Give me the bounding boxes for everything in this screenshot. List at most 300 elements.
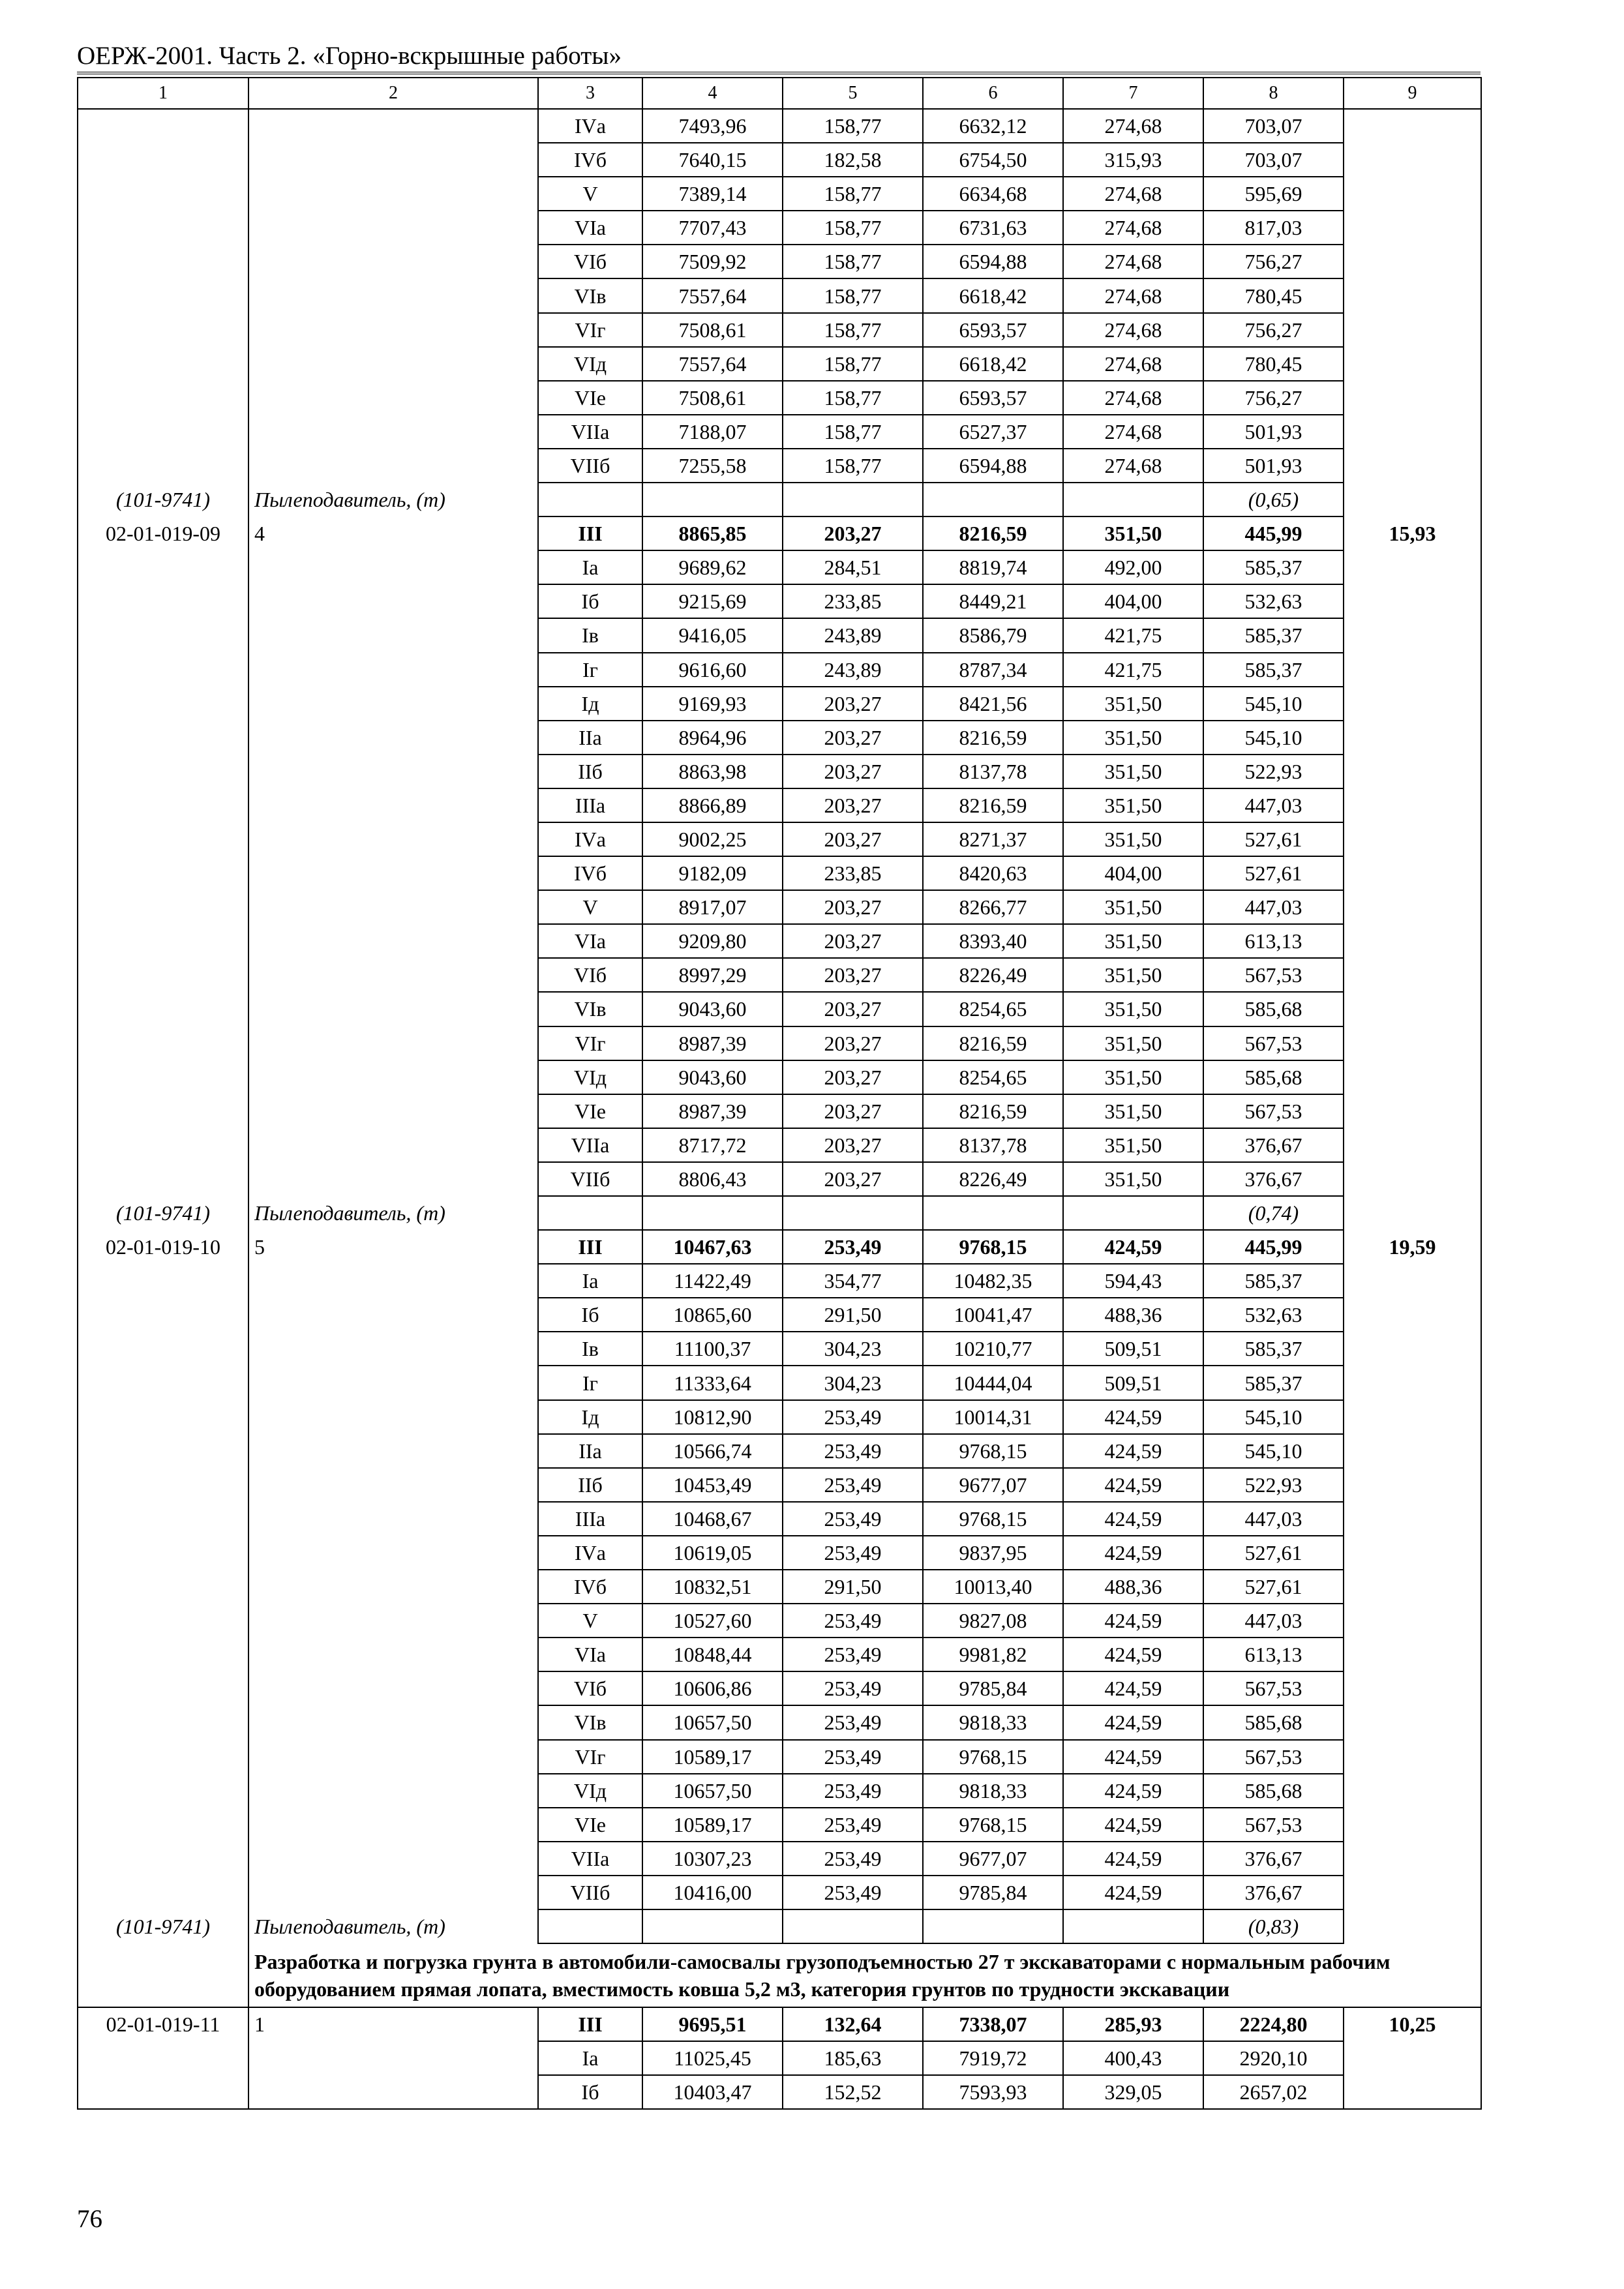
code-cell <box>78 1128 248 1162</box>
note-value-cell: (0,74) <box>1203 1196 1344 1230</box>
note-description-cell: Пылеподавитель, (т) <box>248 1196 538 1230</box>
labor-hours-cell <box>1344 143 1481 177</box>
description-cell: 4 <box>248 516 538 550</box>
description-cell <box>248 1060 538 1094</box>
note-code-cell: (101-9741) <box>78 483 248 516</box>
total-cost-cell: 9616,60 <box>642 653 783 687</box>
machinist-wage-cell: 351,50 <box>1063 687 1203 721</box>
labor-hours-cell <box>1344 721 1481 755</box>
description-cell <box>248 1705 538 1739</box>
description-cell <box>248 449 538 483</box>
table-row <box>78 1128 1481 1162</box>
table-row <box>78 721 1481 755</box>
labor-hours-cell <box>1344 924 1481 958</box>
machinist-wage-cell: 351,50 <box>1063 992 1203 1026</box>
table-row <box>78 278 1481 312</box>
machinist-wage-cell: 424,59 <box>1063 1468 1203 1502</box>
column-number: 5 <box>783 78 923 109</box>
machine-operation-cell: 9677,07 <box>923 1842 1063 1876</box>
labor-wage-cell: 243,89 <box>783 653 923 687</box>
labor-hours-cell <box>1344 449 1481 483</box>
table-row <box>78 2041 1481 2075</box>
soil-group-cell: Iа <box>538 2041 642 2075</box>
labor-hours-cell <box>1344 1570 1481 1604</box>
soil-group-cell: VIе <box>538 1808 642 1842</box>
total-cost-cell: 9416,05 <box>642 618 783 652</box>
soil-group-cell: VIIа <box>538 1842 642 1876</box>
table-row <box>78 1638 1481 1671</box>
machinist-wage-cell: 424,59 <box>1063 1502 1203 1536</box>
materials-cell: 522,93 <box>1203 1468 1344 1502</box>
labor-hours-cell <box>1344 618 1481 652</box>
soil-group-cell: IVб <box>538 1570 642 1604</box>
materials-cell: 567,53 <box>1203 958 1344 992</box>
empty-cell <box>1063 1196 1203 1230</box>
materials-cell: 527,61 <box>1203 856 1344 890</box>
empty-cell <box>538 1196 642 1230</box>
description-cell <box>248 890 538 924</box>
code-cell <box>78 890 248 924</box>
materials-cell: 585,68 <box>1203 992 1344 1026</box>
machinist-wage-cell: 351,50 <box>1063 1162 1203 1196</box>
table-row <box>78 1366 1481 1399</box>
labor-wage-cell: 203,27 <box>783 755 923 788</box>
materials-cell: 585,68 <box>1203 1774 1344 1808</box>
labor-hours-cell <box>1344 1638 1481 1671</box>
table-row <box>78 1604 1481 1638</box>
table-row <box>78 1298 1481 1332</box>
empty-cell <box>783 1909 923 1943</box>
code-cell <box>78 245 248 278</box>
materials-cell: 585,37 <box>1203 618 1344 652</box>
description-cell <box>248 924 538 958</box>
description-cell <box>248 2075 538 2109</box>
description-cell <box>248 2041 538 2075</box>
empty-cell <box>923 1196 1063 1230</box>
labor-hours-cell <box>1344 1502 1481 1536</box>
machinist-wage-cell: 274,68 <box>1063 109 1203 143</box>
labor-hours-cell <box>1344 1842 1481 1876</box>
soil-group-cell: V <box>538 1604 642 1638</box>
total-cost-cell: 10606,86 <box>642 1671 783 1705</box>
labor-hours-cell: 15,93 <box>1344 516 1481 550</box>
description-cell <box>248 109 538 143</box>
description-cell <box>248 856 538 890</box>
description-cell <box>248 1264 538 1298</box>
labor-wage-cell: 203,27 <box>783 1162 923 1196</box>
note-row <box>78 1196 1481 1230</box>
materials-cell: 447,03 <box>1203 890 1344 924</box>
code-cell <box>78 109 248 143</box>
machine-operation-cell: 8226,49 <box>923 1162 1063 1196</box>
soil-group-cell: VIв <box>538 992 642 1026</box>
labor-hours-cell <box>1344 415 1481 449</box>
materials-cell: 532,63 <box>1203 584 1344 618</box>
description-cell <box>248 721 538 755</box>
table-row <box>78 1876 1481 1909</box>
total-cost-cell: 10527,60 <box>642 1604 783 1638</box>
machine-operation-cell: 8254,65 <box>923 992 1063 1026</box>
machine-operation-cell: 8271,37 <box>923 822 1063 856</box>
code-cell <box>78 2075 248 2109</box>
machinist-wage-cell: 424,59 <box>1063 1740 1203 1774</box>
code-cell <box>78 211 248 245</box>
table-row <box>78 1332 1481 1366</box>
soil-group-cell: VIе <box>538 381 642 415</box>
code-cell <box>78 1536 248 1570</box>
soil-group-cell: Iв <box>538 618 642 652</box>
labor-hours-cell <box>1344 1705 1481 1739</box>
description-cell <box>248 1671 538 1705</box>
code-cell <box>78 313 248 347</box>
machinist-wage-cell: 424,59 <box>1063 1434 1203 1468</box>
table-row <box>78 1536 1481 1570</box>
description-cell <box>248 1128 538 1162</box>
labor-hours-cell <box>1344 1808 1481 1842</box>
labor-hours-cell <box>1344 2041 1481 2075</box>
empty-cell <box>78 1943 248 2007</box>
total-cost-cell: 9689,62 <box>642 550 783 584</box>
labor-hours-cell <box>1344 381 1481 415</box>
machine-operation-cell: 8216,59 <box>923 516 1063 550</box>
empty-cell <box>1344 483 1481 516</box>
machine-operation-cell: 10482,35 <box>923 1264 1063 1298</box>
table-row <box>78 1740 1481 1774</box>
code-cell <box>78 992 248 1026</box>
table-row <box>78 449 1481 483</box>
soil-group-cell: VIIа <box>538 415 642 449</box>
materials-cell: 585,37 <box>1203 1264 1344 1298</box>
soil-group-cell: VIа <box>538 211 642 245</box>
labor-wage-cell: 253,49 <box>783 1808 923 1842</box>
labor-wage-cell: 253,49 <box>783 1842 923 1876</box>
code-cell <box>78 788 248 822</box>
code-cell <box>78 1434 248 1468</box>
machinist-wage-cell: 274,68 <box>1063 177 1203 211</box>
machine-operation-cell: 8420,63 <box>923 856 1063 890</box>
description-cell <box>248 958 538 992</box>
total-cost-cell: 7255,58 <box>642 449 783 483</box>
machine-operation-cell: 8226,49 <box>923 958 1063 992</box>
total-cost-cell: 10657,50 <box>642 1774 783 1808</box>
code-cell <box>78 550 248 584</box>
soil-group-cell: VIб <box>538 1671 642 1705</box>
description-cell <box>248 1468 538 1502</box>
description-cell <box>248 584 538 618</box>
labor-wage-cell: 203,27 <box>783 822 923 856</box>
code-cell <box>78 958 248 992</box>
soil-group-cell: IIб <box>538 1468 642 1502</box>
total-cost-cell: 9182,09 <box>642 856 783 890</box>
machine-operation-cell: 9818,33 <box>923 1705 1063 1739</box>
table-row <box>78 1434 1481 1468</box>
soil-group-cell: IIIа <box>538 788 642 822</box>
machine-operation-cell: 6731,63 <box>923 211 1063 245</box>
materials-cell: 567,53 <box>1203 1671 1344 1705</box>
total-cost-cell: 8987,39 <box>642 1026 783 1060</box>
labor-wage-cell: 304,23 <box>783 1332 923 1366</box>
labor-hours-cell <box>1344 1536 1481 1570</box>
labor-wage-cell: 203,27 <box>783 687 923 721</box>
soil-group-cell: VIб <box>538 958 642 992</box>
running-header <box>77 40 1481 74</box>
code-cell <box>78 755 248 788</box>
total-cost-cell: 10619,05 <box>642 1536 783 1570</box>
table-row <box>78 687 1481 721</box>
labor-wage-cell: 253,49 <box>783 1502 923 1536</box>
labor-hours-cell <box>1344 1128 1481 1162</box>
labor-hours-cell <box>1344 687 1481 721</box>
machine-operation-cell: 8254,65 <box>923 1060 1063 1094</box>
table-row <box>78 177 1481 211</box>
machinist-wage-cell: 315,93 <box>1063 143 1203 177</box>
table-row <box>78 2007 1481 2041</box>
machine-operation-cell: 8393,40 <box>923 924 1063 958</box>
materials-cell: 501,93 <box>1203 449 1344 483</box>
description-cell <box>248 1740 538 1774</box>
labor-hours-cell <box>1344 109 1481 143</box>
table-row <box>78 347 1481 381</box>
column-number: 2 <box>248 78 538 109</box>
table-row <box>78 1842 1481 1876</box>
materials-cell: 595,69 <box>1203 177 1344 211</box>
labor-wage-cell: 203,27 <box>783 516 923 550</box>
labor-hours-cell <box>1344 1400 1481 1434</box>
description-cell <box>248 1026 538 1060</box>
table-row <box>78 992 1481 1026</box>
description-cell <box>248 1570 538 1604</box>
labor-wage-cell: 158,77 <box>783 313 923 347</box>
machine-operation-cell: 8819,74 <box>923 550 1063 584</box>
machinist-wage-cell: 400,43 <box>1063 2041 1203 2075</box>
code-cell <box>78 1366 248 1399</box>
description-cell <box>248 755 538 788</box>
total-cost-cell: 11333,64 <box>642 1366 783 1399</box>
description-cell <box>248 1536 538 1570</box>
description-cell <box>248 788 538 822</box>
materials-cell: 447,03 <box>1203 1502 1344 1536</box>
labor-wage-cell: 158,77 <box>783 347 923 381</box>
machine-operation-cell: 9837,95 <box>923 1536 1063 1570</box>
machine-operation-cell: 6594,88 <box>923 449 1063 483</box>
labor-wage-cell: 203,27 <box>783 1128 923 1162</box>
machinist-wage-cell: 424,59 <box>1063 1842 1203 1876</box>
materials-cell: 756,27 <box>1203 245 1344 278</box>
total-cost-cell: 7557,64 <box>642 278 783 312</box>
labor-hours-cell: 19,59 <box>1344 1230 1481 1264</box>
labor-wage-cell: 253,49 <box>783 1740 923 1774</box>
machinist-wage-cell: 424,59 <box>1063 1536 1203 1570</box>
labor-wage-cell: 203,27 <box>783 992 923 1026</box>
empty-cell <box>642 1196 783 1230</box>
materials-cell: 447,03 <box>1203 788 1344 822</box>
description-cell <box>248 313 538 347</box>
description-cell <box>248 278 538 312</box>
materials-cell: 522,93 <box>1203 755 1344 788</box>
machine-operation-cell: 9785,84 <box>923 1671 1063 1705</box>
description-cell <box>248 822 538 856</box>
machine-operation-cell: 6594,88 <box>923 245 1063 278</box>
table-row <box>78 1671 1481 1705</box>
machinist-wage-cell: 285,93 <box>1063 2007 1203 2041</box>
code-cell <box>78 449 248 483</box>
total-cost-cell: 9209,80 <box>642 924 783 958</box>
description-cell: 5 <box>248 1230 538 1264</box>
machine-operation-cell: 10210,77 <box>923 1332 1063 1366</box>
table-row <box>78 1230 1481 1264</box>
total-cost-cell: 8987,39 <box>642 1094 783 1128</box>
code-cell <box>78 1060 248 1094</box>
materials-cell: 780,45 <box>1203 347 1344 381</box>
empty-cell <box>642 483 783 516</box>
labor-hours-cell <box>1344 1468 1481 1502</box>
materials-cell: 376,67 <box>1203 1842 1344 1876</box>
labor-hours-cell <box>1344 788 1481 822</box>
description-cell <box>248 1366 538 1399</box>
code-cell <box>78 1604 248 1638</box>
labor-hours-cell <box>1344 1740 1481 1774</box>
table-row <box>78 618 1481 652</box>
soil-group-cell: VIIб <box>538 1876 642 1909</box>
soil-group-cell: VIIа <box>538 1128 642 1162</box>
total-cost-cell: 10812,90 <box>642 1400 783 1434</box>
labor-wage-cell: 233,85 <box>783 856 923 890</box>
soil-group-cell: VIIб <box>538 449 642 483</box>
labor-hours-cell <box>1344 550 1481 584</box>
labor-wage-cell: 203,27 <box>783 721 923 755</box>
materials-cell: 703,07 <box>1203 109 1344 143</box>
machinist-wage-cell: 509,51 <box>1063 1366 1203 1399</box>
labor-wage-cell: 158,77 <box>783 381 923 415</box>
total-cost-cell: 9169,93 <box>642 687 783 721</box>
materials-cell: 817,03 <box>1203 211 1344 245</box>
labor-wage-cell: 291,50 <box>783 1298 923 1332</box>
machinist-wage-cell: 351,50 <box>1063 1060 1203 1094</box>
soil-group-cell: VIе <box>538 1094 642 1128</box>
materials-cell: 447,03 <box>1203 1604 1344 1638</box>
labor-hours-cell <box>1344 958 1481 992</box>
table-row <box>78 890 1481 924</box>
machine-operation-cell: 6618,42 <box>923 278 1063 312</box>
code-cell <box>78 1094 248 1128</box>
machinist-wage-cell: 274,68 <box>1063 347 1203 381</box>
labor-hours-cell <box>1344 1298 1481 1332</box>
machinist-wage-cell: 424,59 <box>1063 1876 1203 1909</box>
running-header-title: ОЕРЖ-2001. Часть 2. «Горно-вскрышные работы» <box>77 42 622 70</box>
labor-wage-cell: 253,49 <box>783 1468 923 1502</box>
note-description-cell: Пылеподавитель, (т) <box>248 483 538 516</box>
machinist-wage-cell: 351,50 <box>1063 1128 1203 1162</box>
soil-group-cell: IIIа <box>538 1502 642 1536</box>
section-heading: Разработка и погрузка грунта в автомобили-самосвалы грузоподъемностью 27 т экскаваторами с нормальным рабочим оборудованием прямая лопата, вместимость ковша 5,2 м3, категория грунтов по трудности экскавации <box>248 1943 1481 2007</box>
machine-operation-cell: 10444,04 <box>923 1366 1063 1399</box>
code-cell <box>78 347 248 381</box>
note-code-cell: (101-9741) <box>78 1909 248 1943</box>
machine-operation-cell: 9981,82 <box>923 1638 1063 1671</box>
machinist-wage-cell: 594,43 <box>1063 1264 1203 1298</box>
labor-wage-cell: 158,77 <box>783 109 923 143</box>
machine-operation-cell: 6593,57 <box>923 313 1063 347</box>
labor-wage-cell: 182,58 <box>783 143 923 177</box>
total-cost-cell: 11025,45 <box>642 2041 783 2075</box>
soil-group-cell: III <box>538 516 642 550</box>
soil-group-cell: VIг <box>538 1026 642 1060</box>
machinist-wage-cell: 424,59 <box>1063 1705 1203 1739</box>
machine-operation-cell: 10041,47 <box>923 1298 1063 1332</box>
labor-hours-cell <box>1344 1264 1481 1298</box>
labor-hours-cell: 10,25 <box>1344 2007 1481 2041</box>
machinist-wage-cell: 488,36 <box>1063 1570 1203 1604</box>
labor-wage-cell: 253,49 <box>783 1638 923 1671</box>
labor-hours-cell <box>1344 1366 1481 1399</box>
soil-group-cell: IIа <box>538 721 642 755</box>
materials-cell: 585,68 <box>1203 1060 1344 1094</box>
labor-wage-cell: 354,77 <box>783 1264 923 1298</box>
rates-table-body <box>78 78 1481 2109</box>
machine-operation-cell: 9677,07 <box>923 1468 1063 1502</box>
labor-hours-cell <box>1344 1434 1481 1468</box>
code-cell <box>78 1570 248 1604</box>
description-cell <box>248 992 538 1026</box>
table-row <box>78 584 1481 618</box>
table-row <box>78 211 1481 245</box>
code-cell <box>78 1740 248 1774</box>
machinist-wage-cell: 274,68 <box>1063 313 1203 347</box>
code-cell <box>78 1671 248 1705</box>
total-cost-cell: 10453,49 <box>642 1468 783 1502</box>
machinist-wage-cell: 351,50 <box>1063 1026 1203 1060</box>
machinist-wage-cell: 274,68 <box>1063 245 1203 278</box>
table-row <box>78 1570 1481 1604</box>
materials-cell: 2920,10 <box>1203 2041 1344 2075</box>
labor-wage-cell: 203,27 <box>783 1060 923 1094</box>
machine-operation-cell: 9785,84 <box>923 1876 1063 1909</box>
soil-group-cell: Iб <box>538 1298 642 1332</box>
labor-wage-cell: 158,77 <box>783 415 923 449</box>
machinist-wage-cell: 509,51 <box>1063 1332 1203 1366</box>
machinist-wage-cell: 351,50 <box>1063 822 1203 856</box>
total-cost-cell: 8865,85 <box>642 516 783 550</box>
materials-cell: 545,10 <box>1203 1400 1344 1434</box>
labor-wage-cell: 284,51 <box>783 550 923 584</box>
total-cost-cell: 10566,74 <box>642 1434 783 1468</box>
machine-operation-cell: 10013,40 <box>923 1570 1063 1604</box>
code-cell <box>78 1162 248 1196</box>
code-cell <box>78 177 248 211</box>
machinist-wage-cell: 424,59 <box>1063 1230 1203 1264</box>
table-row <box>78 1400 1481 1434</box>
code-cell <box>78 415 248 449</box>
machinist-wage-cell: 351,50 <box>1063 755 1203 788</box>
labor-wage-cell: 243,89 <box>783 618 923 652</box>
soil-group-cell: Iг <box>538 1366 642 1399</box>
description-cell <box>248 347 538 381</box>
total-cost-cell: 7188,07 <box>642 415 783 449</box>
labor-wage-cell: 152,52 <box>783 2075 923 2109</box>
labor-hours-cell <box>1344 653 1481 687</box>
labor-wage-cell: 253,49 <box>783 1705 923 1739</box>
soil-group-cell: Iг <box>538 653 642 687</box>
empty-cell <box>783 483 923 516</box>
materials-cell: 567,53 <box>1203 1026 1344 1060</box>
empty-cell <box>538 1909 642 1943</box>
labor-wage-cell: 291,50 <box>783 1570 923 1604</box>
soil-group-cell: VIг <box>538 313 642 347</box>
machinist-wage-cell: 329,05 <box>1063 2075 1203 2109</box>
materials-cell: 501,93 <box>1203 415 1344 449</box>
empty-cell <box>1063 1909 1203 1943</box>
labor-wage-cell: 253,49 <box>783 1400 923 1434</box>
